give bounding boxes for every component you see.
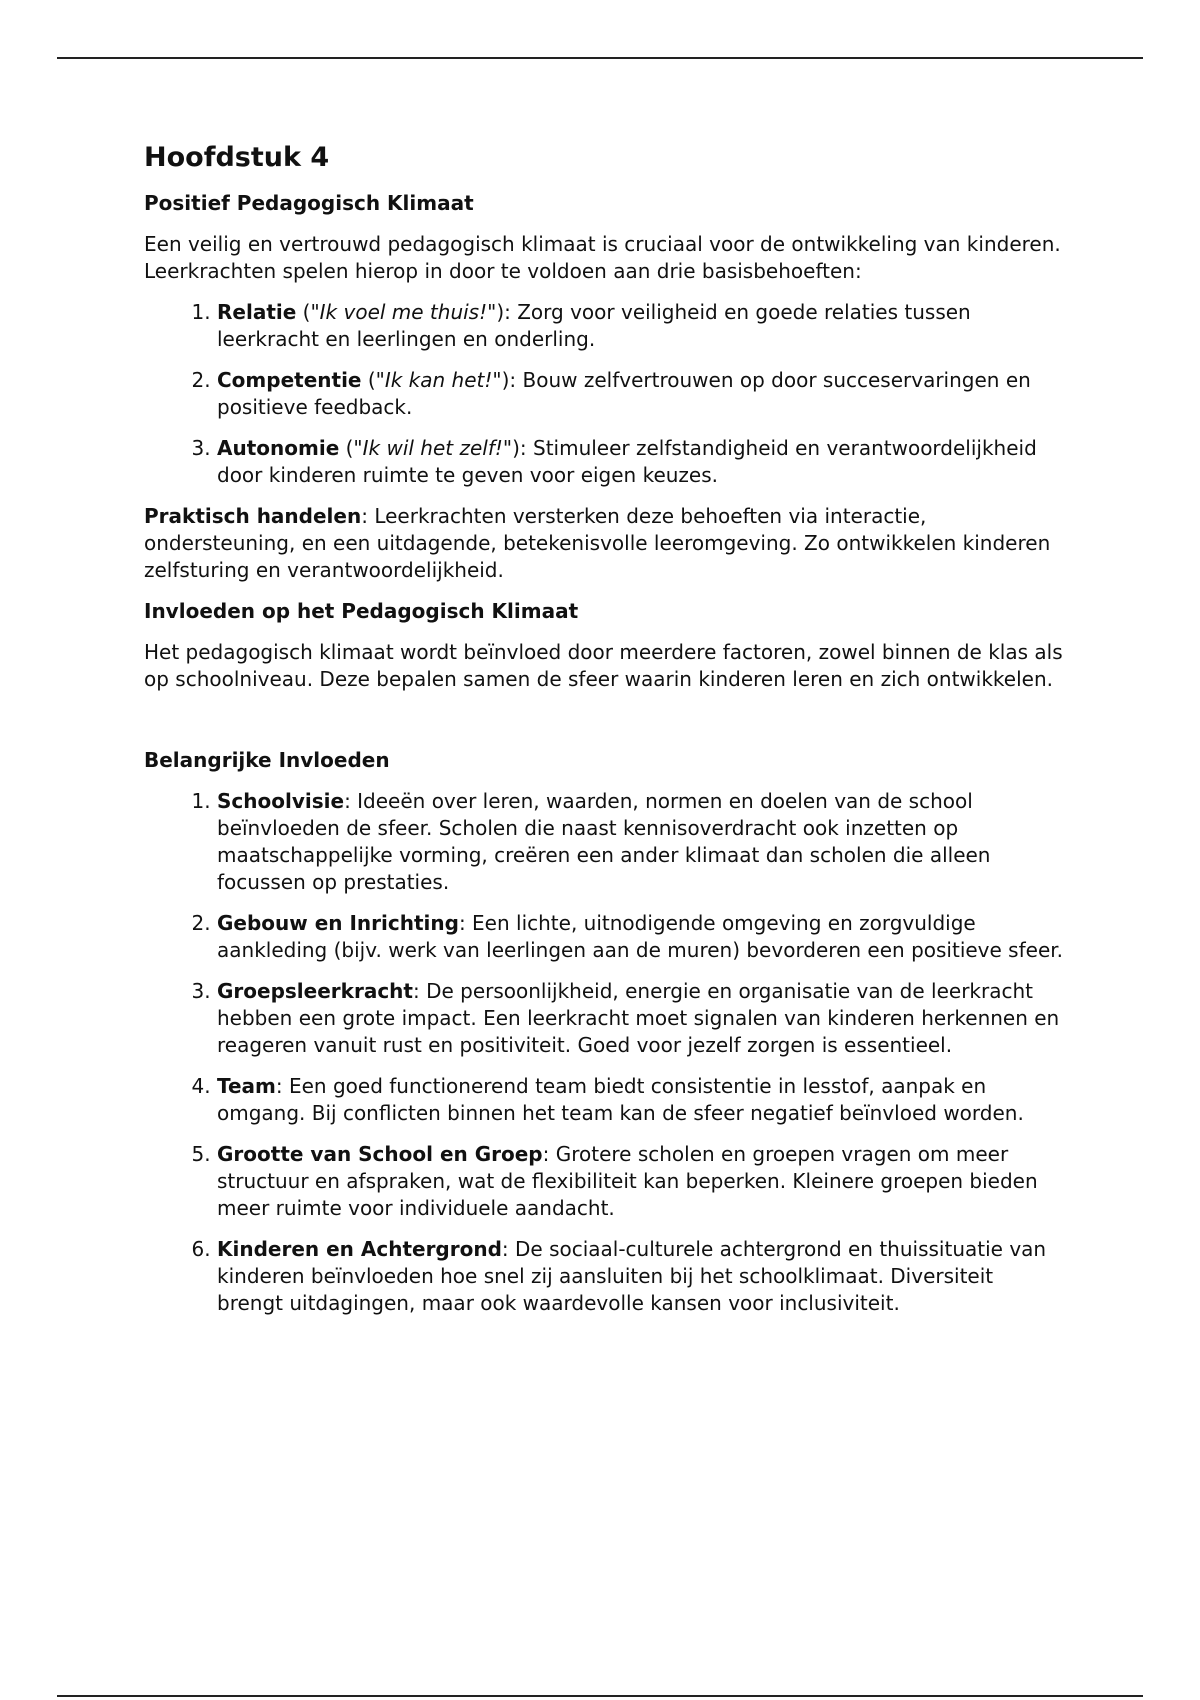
influence-text: : Een lichte, uitnodigende omgeving en zorgvuldige aankleding (bijv. werk van leerlingen aan de muren) bevorderen een positieve sfeer. [217, 911, 1063, 962]
influence-term: Kinderen en Achtergrond [217, 1237, 502, 1261]
need-quote: Ik kan het! [384, 368, 493, 392]
section-intro-positief: Een veilig en vertrouwd pedagogisch klimaat is cruciaal voor de ontwikkeling van kinderen. Leerkrachten spelen hierop in door te voldoen aan drie basisbehoeften: [144, 232, 1061, 283]
list-item: 3. Autonomie ("Ik wil het zelf!"): Stimuleer zelfstandigheid en verantwoordelijkheid door kinderen ruimte te geven voor eigen keuzes. [217, 435, 1064, 489]
document-body [144, 140, 1064, 1331]
list-item [217, 1141, 1064, 1222]
influence-term: Groepsleerkracht [217, 979, 413, 1003]
need-term: Relatie [217, 300, 297, 324]
list-item [217, 978, 1064, 1059]
practice-paragraph [144, 503, 1064, 584]
need-text: Stimuleer zelfstandigheid en verantwoordelijkheid door kinderen ruimte te geven voor eigen keuzes. [217, 436, 1037, 487]
need-quote: Ik wil het zelf! [362, 436, 503, 460]
section-heading-belangrijke: Belangrijke Invloeden [144, 748, 390, 772]
section-heading-positief: Positief Pedagogisch Klimaat [144, 191, 474, 215]
list-item [217, 788, 1064, 896]
influence-term: Gebouw en Inrichting [217, 911, 459, 935]
influence-text: : Ideeën over leren, waarden, normen en doelen van de school beïnvloeden de sfeer. Scholen die naast kennisoverdracht ook inzetten op maatschappelijke vorming, creëren een ander klimaat dan scholen die alleen focussen op prestaties. [217, 789, 991, 894]
influence-text: : Grotere scholen en groepen vragen om meer structuur en afspraken, wat de flexibiliteit kan beperken. Kleinere groepen bieden meer ruimte voor individuele aandacht. [217, 1142, 1038, 1220]
influence-term: Schoolvisie [217, 789, 345, 813]
influence-term: Team [217, 1074, 276, 1098]
influences-list [144, 788, 1064, 1317]
need-quote: Ik voel me thuis! [319, 300, 488, 324]
list-item [217, 1236, 1064, 1317]
influence-term: Grootte van School en Groep [217, 1142, 543, 1166]
influence-text: : De sociaal-culturele achtergrond en thuissituatie van kinderen beïnvloeden hoe snel zij aansluiten bij het schoolklimaat. Diversiteit brengt uitdagingen, maar ook waardevolle kansen voor inclusiviteit. [217, 1237, 1047, 1315]
section-heading-invloeden: Invloeden op het Pedagogisch Klimaat [144, 599, 579, 623]
practice-term: Praktisch handelen [144, 504, 362, 528]
bottom-rule [57, 1695, 1143, 1697]
top-rule [57, 57, 1143, 59]
basic-needs-list [144, 299, 1064, 489]
list-item: 2. Competentie ("Ik kan het!"): Bouw zelfvertrouwen op door succeservaringen en positieve feedback. [217, 367, 1064, 421]
chapter-title: Hoofdstuk 4 [144, 142, 330, 173]
spacer [144, 707, 1064, 747]
need-text: Bouw zelfvertrouwen op door succeservaringen en positieve feedback. [217, 368, 1031, 419]
section-intro-invloeden: Het pedagogisch klimaat wordt beïnvloed door meerdere factoren, zowel binnen de klas als op schoolniveau. Deze bepalen samen de sfeer waarin kinderen leren en zich ontwikkelen. [144, 640, 1063, 691]
need-text: Zorg voor veiligheid en goede relaties tussen leerkracht en leerlingen en onderling. [217, 300, 971, 351]
need-term: Competentie [217, 368, 362, 392]
influence-text: : Een goed functionerend team biedt consistentie in lesstof, aanpak en omgang. Bij conflicten binnen het team kan de sfeer negatief beïnvloed worden. [217, 1074, 1024, 1125]
need-term: Autonomie [217, 436, 340, 460]
practice-text: : Leerkrachten versterken deze behoeften via interactie, ondersteuning, en een uitdagende, betekenisvolle leeromgeving. Zo ontwikkelen kinderen zelfsturing en verantwoordelijkheid. [144, 504, 1051, 582]
list-item: 1. Relatie ("Ik voel me thuis!"): Zorg voor veiligheid en goede relaties tussen leerkracht en leerlingen en onderling. [217, 299, 1064, 353]
list-item [217, 910, 1064, 964]
influence-text: : De persoonlijkheid, energie en organisatie van de leerkracht hebben een grote impact. Een leerkracht moet signalen van kinderen herkennen en reageren vanuit rust en positiviteit. Goed voor jezelf zorgen is essentieel. [217, 979, 1060, 1057]
list-item [217, 1073, 1064, 1127]
